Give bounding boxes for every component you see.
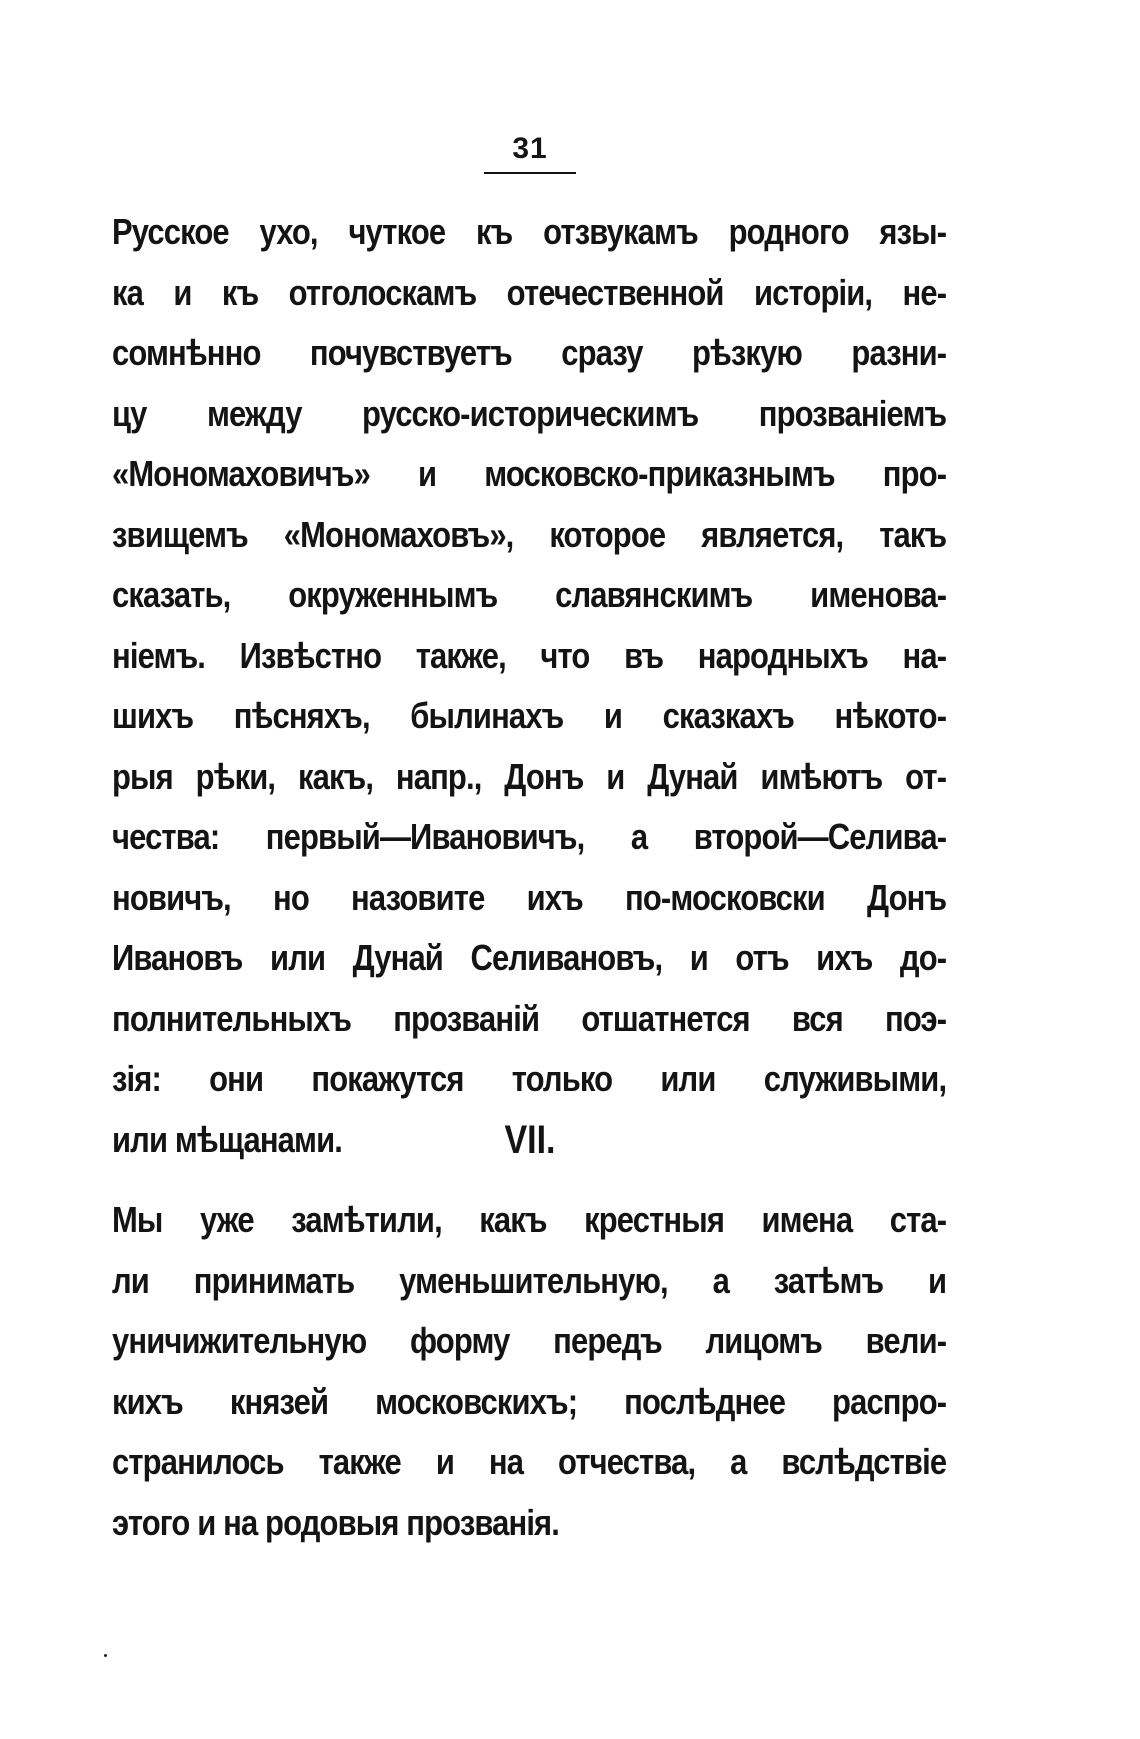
text-line: рыя рѣки, какъ, напр., Донъ и Дунай имѣютъ от-: [112, 755, 947, 797]
text-line: ли принимать уменьшительную, а затѣмъ и: [112, 1259, 947, 1301]
text-line: Ивановъ или Дунай Селивановъ, и отъ ихъ до-: [112, 937, 947, 978]
paper-speck: [104, 1654, 107, 1657]
text-line: новичъ, но назовите ихъ по-московски Донъ: [112, 876, 947, 918]
text-line: или мѣщанами.: [112, 1118, 342, 1160]
text-line: звищемъ «Мономаховъ», которое является, такъ: [112, 513, 947, 555]
paragraph-2: [112, 1190, 946, 1553]
text-line: «Мономаховичъ» и московско-приказнымъ про-: [112, 453, 947, 494]
text-line: кихъ князей московскихъ; послѣднее распро-: [112, 1380, 947, 1422]
text-line: чества: первый—Ивановичъ, а второй—Селива-: [112, 816, 947, 857]
text-line: этого и на родовыя прозванія.: [112, 1501, 560, 1543]
page-number-rule: [484, 172, 576, 174]
text-line: Мы уже замѣтили, какъ крестныя имена ста-: [112, 1199, 947, 1240]
text-line: ка и къ отголоскамъ отечественной исторіи, не-: [112, 271, 947, 313]
page-number: 31: [512, 132, 548, 165]
text-line: сомнѣнно почувствуетъ сразу рѣзкую разни-: [112, 332, 947, 373]
text-line: ніемъ. Извѣстно также, что въ народныхъ на-: [112, 634, 947, 676]
text-line: странилось также и на отчества, а вслѣдствіе: [112, 1441, 947, 1482]
text-line: сказать, окруженнымъ славянскимъ именова-: [112, 574, 947, 615]
text-line: полнительныхъ прозваній отшатнется вся поэ-: [112, 997, 947, 1039]
text-line: зія: они покажутся только или служивыми,: [112, 1058, 947, 1099]
text-line: Русское ухо, чуткое къ отзвукамъ родного язы-: [112, 211, 947, 252]
text-line: шихъ пѣсняхъ, былинахъ и сказкахъ нѣкото-: [112, 695, 947, 736]
text-line: цу между русско-историческимъ прозваніемъ: [112, 392, 947, 434]
text-line: уничижительную форму передъ лицомъ вели-: [112, 1320, 947, 1361]
section-heading: VII.: [504, 1118, 556, 1162]
paragraph-1: [112, 202, 946, 1170]
